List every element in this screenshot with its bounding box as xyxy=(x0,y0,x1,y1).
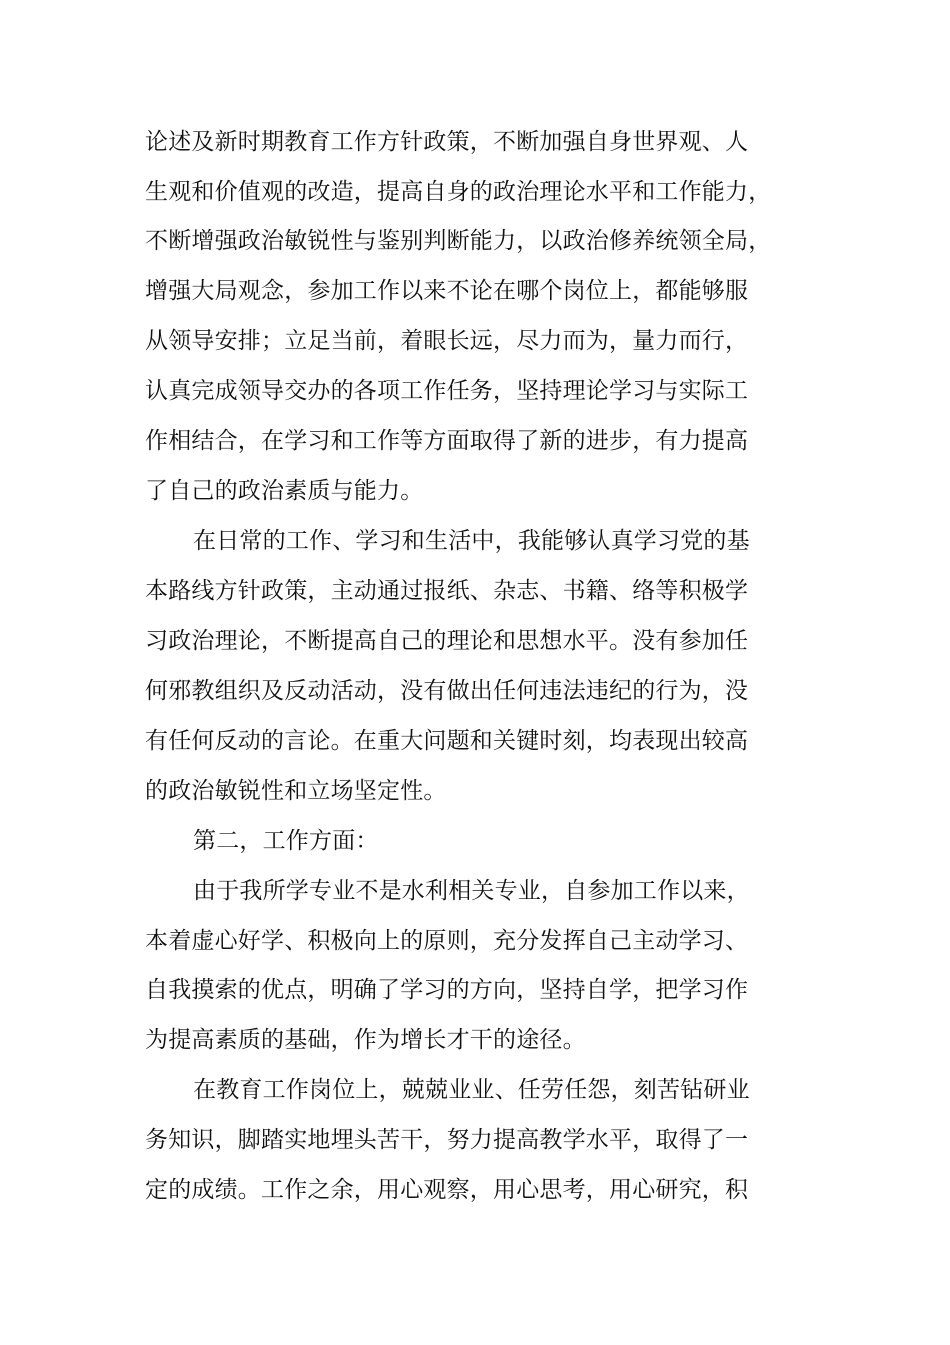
text-line: 增强大局观念，参加工作以来不论在哪个岗位上，都能够服 xyxy=(145,278,749,304)
text-line: 的政治敏锐性和立场坚定性。 xyxy=(145,778,447,804)
text-line: 了自己的政治素质与能力。 xyxy=(145,478,424,504)
text-line: 不断增强政治敏锐性与鉴别判断能力，以政治修养统领全局， xyxy=(145,228,772,254)
text-line: 论述及新时期教育工作方针政策，不断加强自身世界观、人 xyxy=(145,129,749,155)
text-line: 为提高素质的基础，作为增长才干的途径。 xyxy=(145,1027,586,1053)
paragraph-start-line: 在日常的工作、学习和生活中，我能够认真学习党的基 xyxy=(193,528,750,554)
text-line: 习政治理论，不断提高自己的理论和思想水平。没有参加任 xyxy=(145,628,749,654)
text-line: 作相结合，在学习和工作等方面取得了新的进步，有力提高 xyxy=(145,428,749,454)
text-line: 务知识，脚踏实地埋头苦干，努力提高教学水平，取得了一 xyxy=(145,1127,749,1153)
paragraph-start-line: 由于我所学专业不是水利相关专业，自参加工作以来， xyxy=(193,878,750,904)
paragraph-start-line: 在教育工作岗位上，兢兢业业、任劳任怨，刻苦钻研业 xyxy=(193,1077,750,1103)
text-line: 自我摸索的优点，明确了学习的方向，坚持自学，把学习作 xyxy=(145,977,749,1003)
text-line: 认真完成领导交办的各项工作任务，坚持理论学习与实际工 xyxy=(145,378,749,404)
text-line: 定的成绩。工作之余，用心观察，用心思考，用心研究，积 xyxy=(145,1177,749,1203)
text-line: 有任何反动的言论。在重大问题和关键时刻，均表现出较高 xyxy=(145,728,749,754)
section-heading: 第二，工作方面： xyxy=(193,828,379,854)
text-line: 生观和价值观的改造，提高自身的政治理论水平和工作能力， xyxy=(145,179,772,205)
text-line: 本着虚心好学、积极向上的原则，充分发挥自己主动学习、 xyxy=(145,928,749,954)
text-line: 何邪教组织及反动活动，没有做出任何违法违纪的行为，没 xyxy=(145,678,749,704)
text-line: 本路线方针政策，主动通过报纸、杂志、书籍、络等积极学 xyxy=(145,578,749,604)
text-line: 从领导安排；立足当前，着眼长远，尽力而为，量力而行， xyxy=(145,328,749,354)
